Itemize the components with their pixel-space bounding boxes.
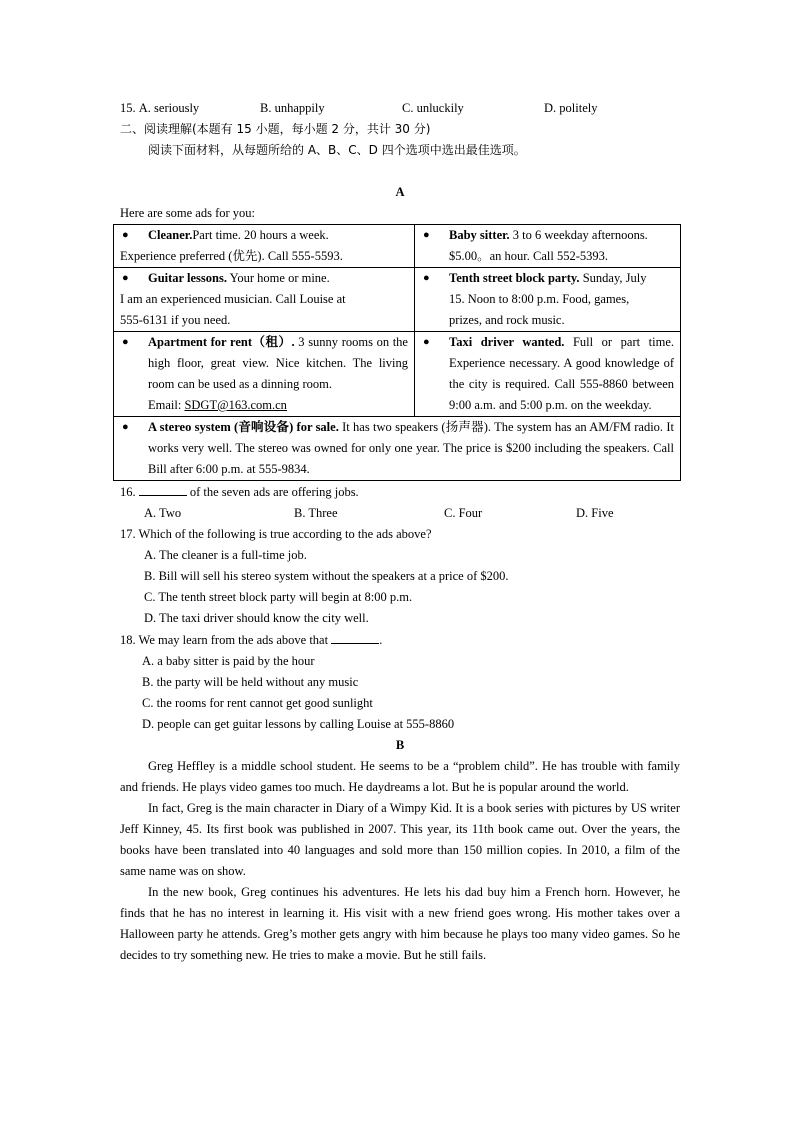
ad-baby-sitter: ● Baby sitter. 3 to 6 weekday afternoons. $5.00。an hour. Call 552-5393. [415, 225, 681, 268]
bullet-icon: ● [122, 272, 129, 284]
q15-option-b: B. unhappily [260, 101, 325, 115]
q16-option-d: D. Five [576, 506, 614, 520]
q16-option-c: C. Four [444, 506, 483, 520]
passage-b-heading: B [395, 738, 405, 752]
question-18: 18. We may learn from the ads above that . [120, 629, 680, 651]
q18-option-a: A. a baby sitter is paid by the hour [142, 654, 315, 668]
exam-page [120, 98, 680, 966]
passage-b-paragraph-1: Greg Heffley is a middle school student. He seems to be a “problem child”. He has trouble with family and friends. He plays video games too much. He daydreams a lot. But he is popular around the world. [120, 759, 680, 794]
ad-cleaner: ● Cleaner.Part time. 20 hours a week. Experience preferred (优先). Call 555-5593. [114, 225, 415, 268]
q15-option-d: D. politely [544, 101, 598, 115]
q17-option-a: A. The cleaner is a full-time job. [144, 548, 307, 562]
ad-taxi-driver: ● Taxi driver wanted. Full or part time. Experience necessary. A good knowledge of the city is required. Call 555-8860 between 9:00 a.m. and 5:00 p.m. on the weekday. [415, 332, 681, 417]
ads-intro: Here are some ads for you: [120, 206, 256, 220]
bullet-icon: ● [122, 229, 129, 241]
passage-b-paragraph-2: In fact, Greg is the main character in Diary of a Wimpy Kid. It is a book series with pictures by US writer Jeff Kinney, 45. Its first book was published in 2007. This year, its 11th book came out. Over the years, the books have been translated into 40 languages and sold more than 150 million copies. In 2010, a film of the same name was on show. [120, 801, 680, 878]
ad-guitar-lessons: ● Guitar lessons. Your home or mine. I am an experienced musician. Call Louise at 555-6131 if you need. [114, 268, 415, 332]
section-title: 二、阅读理解(本题有 15 小题，每小题 2 分，共计 30 分) [120, 122, 431, 136]
section-instruction: 阅读下面材料，从每题所给的 A、B、C、D 四个选项中选出最佳选项。 [148, 143, 526, 157]
q16-option-b: B. Three [294, 506, 338, 520]
q18-option-b: B. the party will be held without any music [142, 675, 359, 689]
answer-blank[interactable] [139, 481, 187, 496]
email-link[interactable]: SDGT@163.com.cn [184, 398, 287, 412]
question-17: 17. Which of the following is true according to the ads above? [120, 527, 432, 541]
q17-option-d: D. The taxi driver should know the city well. [144, 611, 369, 625]
q16-option-a: A. Two [144, 506, 182, 520]
ads-table [113, 224, 681, 481]
answer-blank[interactable] [331, 629, 379, 644]
q17-option-b: B. Bill will sell his stereo system without the speakers at a price of $200. [144, 569, 509, 583]
ad-stereo: ● A stereo system (音响设备) for sale. It has two speakers (扬声器). The system has an AM/FM radio. It works very well. The stereo was owned for only one year. The price is $200 including the speakers. Call Bill after 6:00 p.m. at 555-9834. [114, 417, 681, 481]
q16-options [120, 503, 680, 524]
bullet-icon: ● [423, 229, 430, 241]
question-15 [120, 98, 680, 119]
bullet-icon: ● [423, 336, 430, 348]
question-16: 16. of the seven ads are offering jobs. [120, 481, 680, 503]
ad-apartment: ● Apartment for rent（租）. 3 sunny rooms on the high floor, great view. Nice kitchen. The living room can be used as a dinning room. Email: SDGT@163.com.cn [114, 332, 415, 417]
q17-option-c: C. The tenth street block party will begin at 8:00 p.m. [144, 590, 413, 604]
bullet-icon: ● [423, 272, 430, 284]
passage-b-paragraph-3: In the new book, Greg continues his adventures. He lets his dad buy him a French horn. However, he finds that he has no interest in learning it. His visit with a new friend goes wrong. His mother takes over a Halloween party he attends. Greg’s mother gets angry with him because he plays too many video games. So he decides to try something new. He tries to make a movie. But he still fails. [120, 885, 680, 962]
q18-option-d: D. people can get guitar lessons by calling Louise at 555-8860 [142, 717, 455, 731]
ad-block-party: ● Tenth street block party. Sunday, July 15. Noon to 8:00 p.m. Food, games, prizes, and rock music. [415, 268, 681, 332]
bullet-icon: ● [122, 336, 129, 348]
q15-option-c: C. unluckily [402, 101, 464, 115]
passage-a-heading: A [395, 185, 405, 199]
q15-option-a: 15. A. seriously [120, 101, 200, 115]
bullet-icon: ● [122, 421, 129, 433]
q18-option-c: C. the rooms for rent cannot get good sunlight [142, 696, 373, 710]
